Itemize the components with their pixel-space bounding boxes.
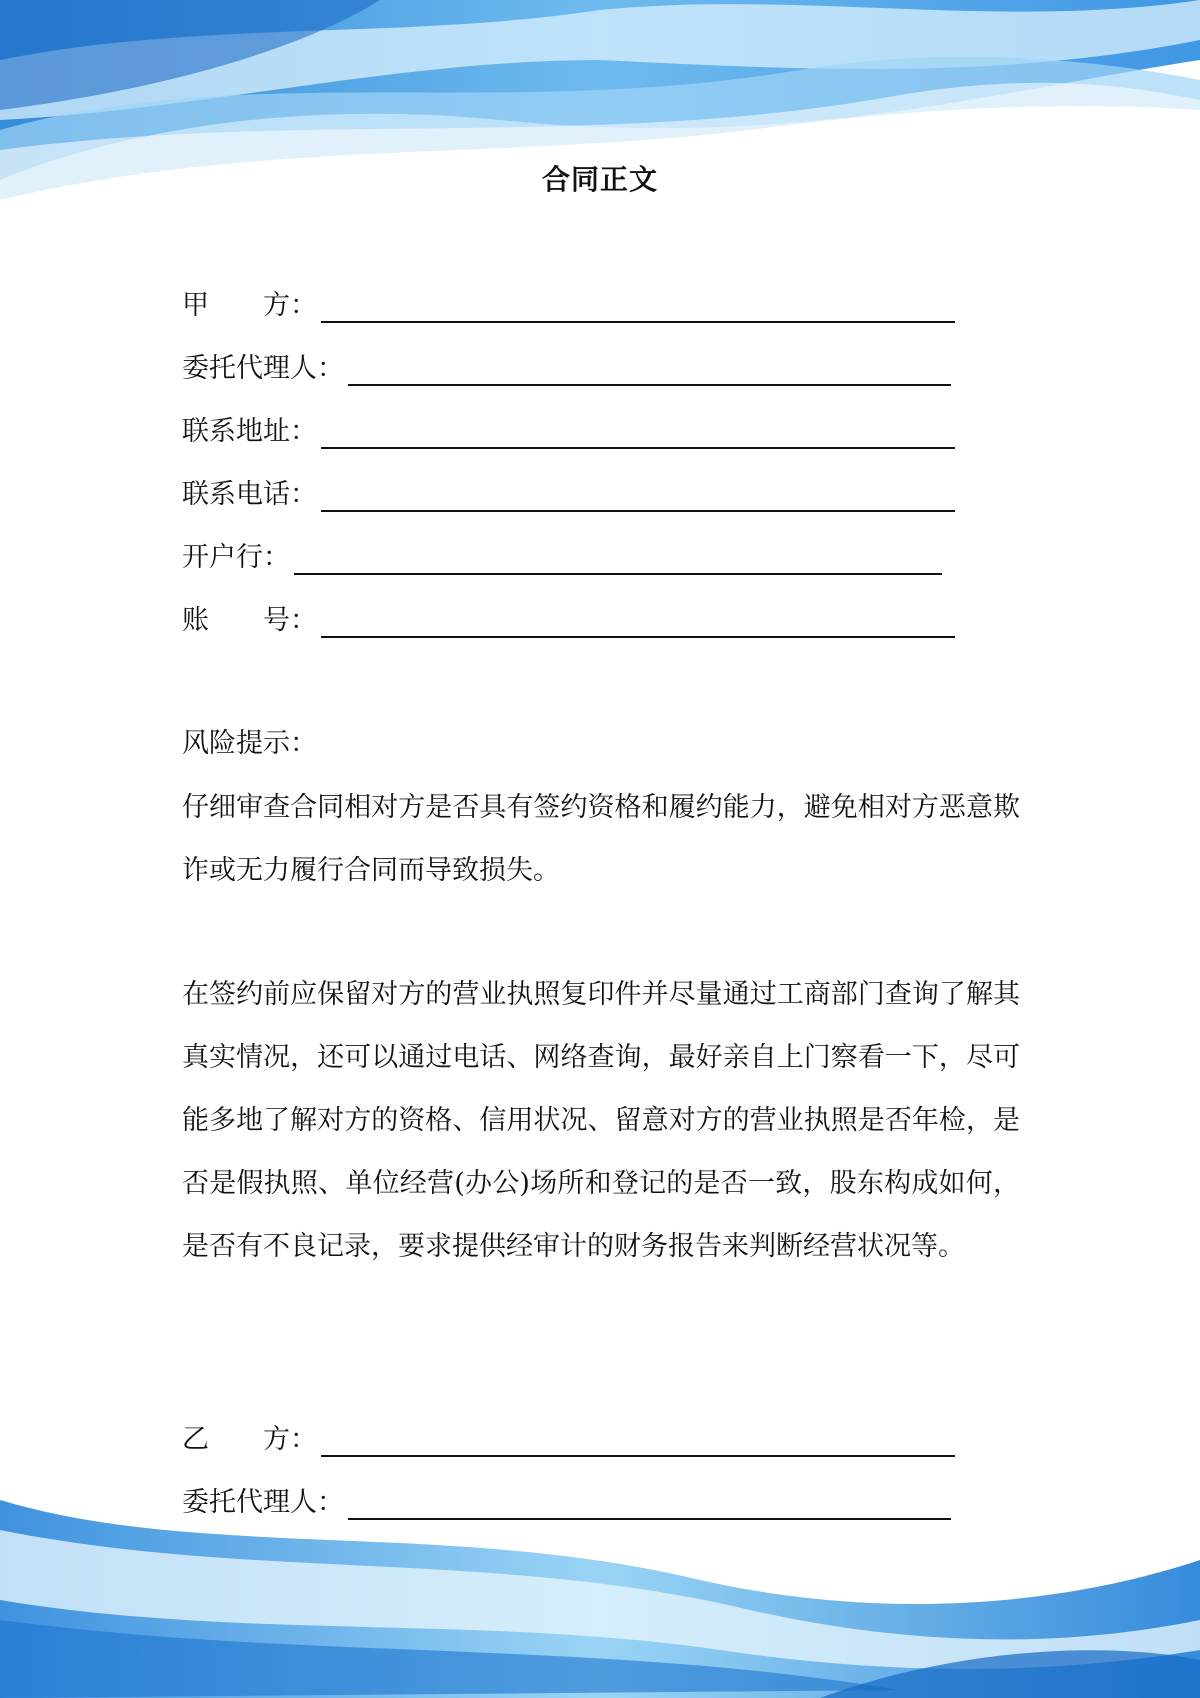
party-a-account-field: [182, 598, 955, 638]
party-a-bank-field: [182, 535, 942, 575]
risk-heading: 风险提示：: [182, 728, 317, 759]
party-a-address-field: [182, 409, 955, 449]
risk-paragraph-2: 在签约前应保留对方的营业执照复印件并尽量通过工商部门查询了解其真实情况，还可以通过电话、网络查询，最好亲自上门察看一下，尽可能多地了解对方的资格、信用状况、留意对方的营业执照是否年检，是否是假执照、单位经营(办公)场所和登记的是否一致，股东构成如何，是否有不良记录，要求提供经审计的财务报告来判断经营状况等。: [182, 979, 1020, 1262]
risk-paragraph-1: 仔细审查合同相对方是否具有签约资格和履约能力，避免相对方恶意欺诈或无力履行合同而导致损失。: [182, 792, 1020, 886]
field-label: 委托代理人：: [182, 1487, 344, 1518]
fill-in-line[interactable]: [348, 354, 951, 386]
party-a-agent-field: [182, 346, 951, 386]
field-label: 账 号：: [182, 605, 317, 636]
party-b-agent-field: [182, 1480, 951, 1520]
party-b-field: [182, 1417, 955, 1457]
field-label: 联系地址：: [182, 416, 317, 447]
party-a-phone-field: [182, 472, 955, 512]
fill-in-line[interactable]: [321, 291, 955, 323]
fill-in-line[interactable]: [321, 606, 955, 638]
field-label: 联系电话：: [182, 479, 317, 510]
fill-in-line[interactable]: [321, 1425, 955, 1457]
fill-in-line[interactable]: [294, 543, 942, 575]
fill-in-line[interactable]: [348, 1488, 951, 1520]
field-label: 乙 方：: [182, 1424, 317, 1455]
field-label: 甲 方：: [182, 290, 317, 321]
fill-in-line[interactable]: [321, 417, 955, 449]
document-title: 合同正文: [541, 163, 658, 196]
fill-in-line[interactable]: [321, 480, 955, 512]
field-label: 开户行：: [182, 542, 290, 573]
field-label: 委托代理人：: [182, 353, 344, 384]
party-a-field: [182, 283, 955, 323]
